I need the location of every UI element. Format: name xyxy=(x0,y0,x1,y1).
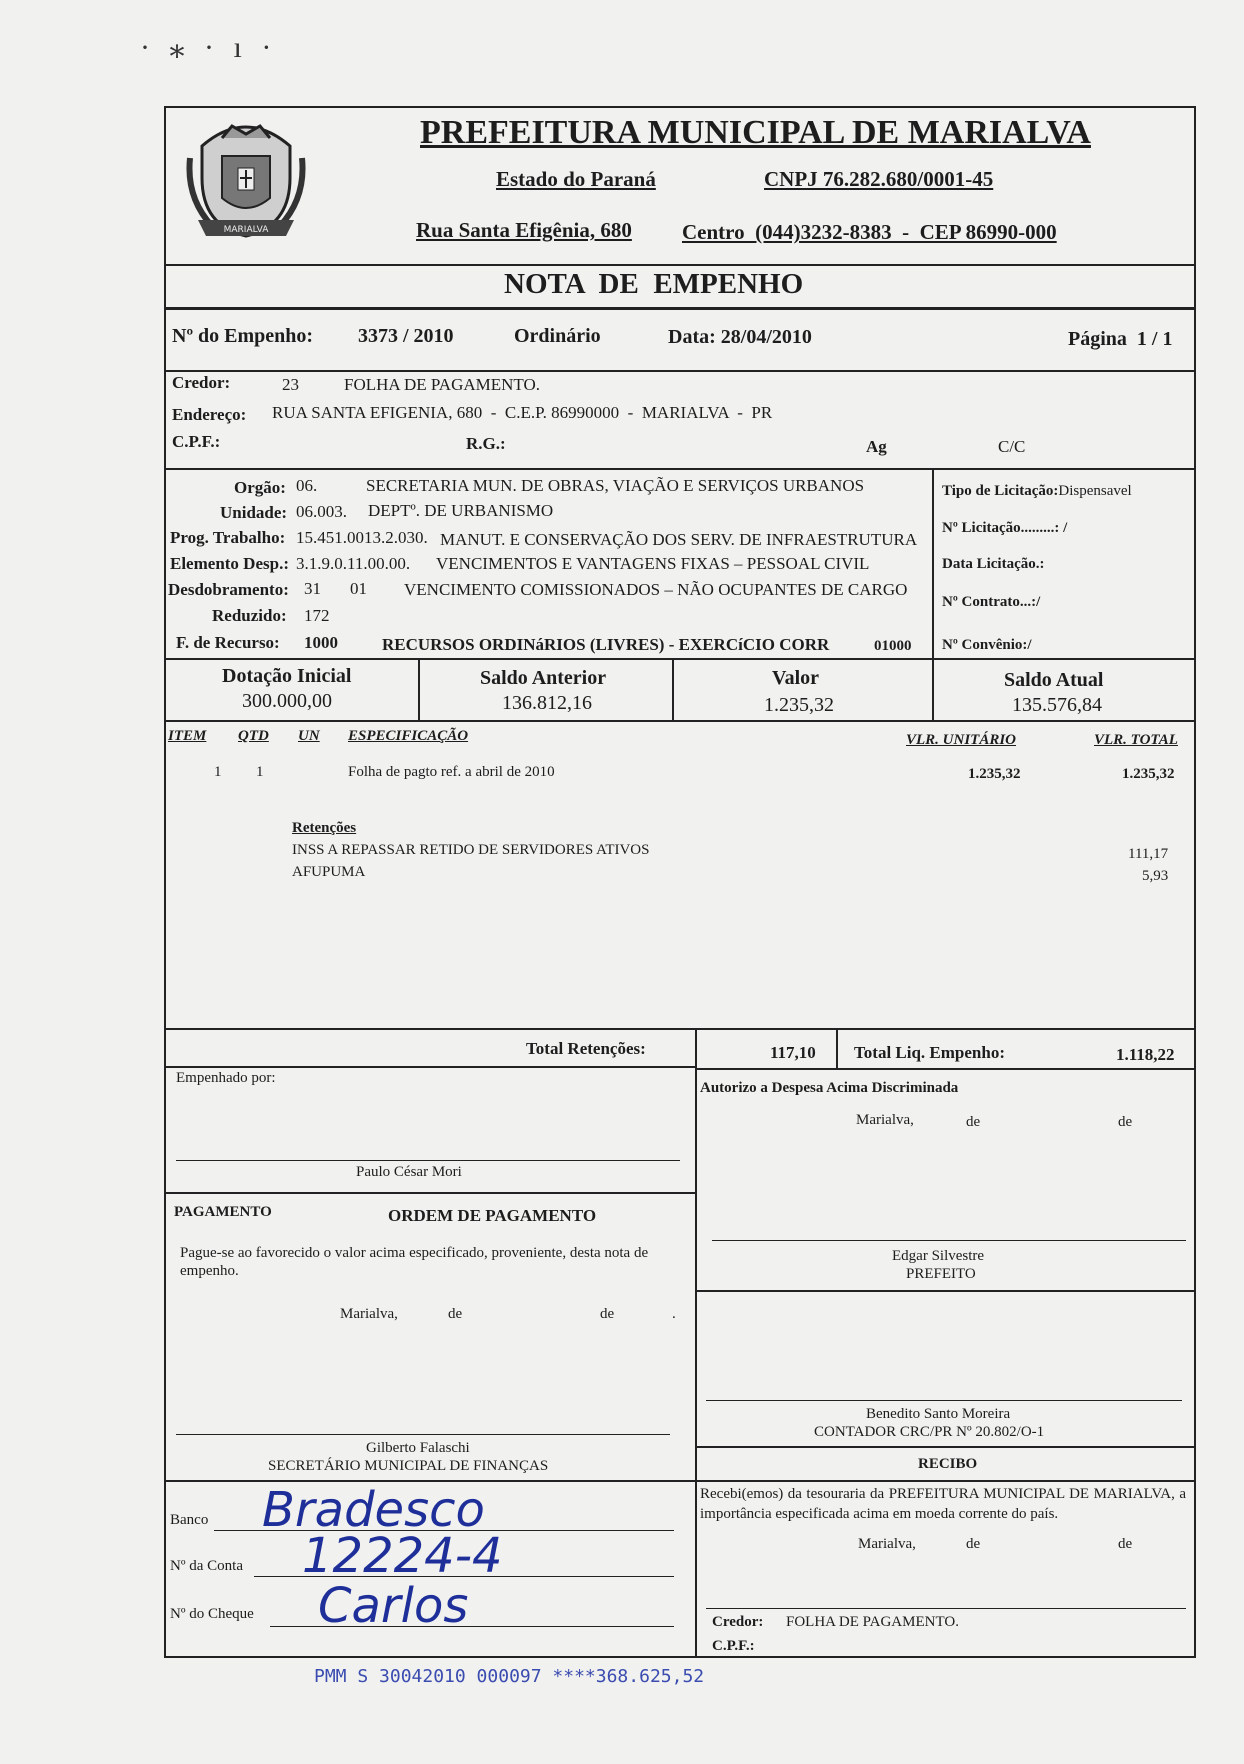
credor-label: Credor: xyxy=(172,373,231,392)
unidade-code: 06.003. xyxy=(296,502,347,521)
recibo-de-1: de xyxy=(966,1536,981,1552)
conta-label: Nº da Conta xyxy=(170,1558,243,1574)
signer-financas-name: Gilberto Falaschi xyxy=(366,1440,470,1456)
banco-label: Banco xyxy=(170,1512,209,1528)
valor-value: 1.235,32 xyxy=(764,694,834,716)
recibo-cpf-label: C.P.F.: xyxy=(712,1638,755,1654)
cnpj-label: CNPJ 76.282.680/0001-45 xyxy=(764,167,994,191)
autorizo-place: Marialva, xyxy=(856,1112,914,1128)
recibo-text: Recebi(emos) da tesouraria da PREFEITURA MUNICIPAL DE MARIALVA, a importância especificada acima em moeda corrente do país. xyxy=(700,1486,1186,1522)
crest-text: MARIALVA xyxy=(223,225,269,235)
document-title: NOTA DE EMPENHO xyxy=(504,268,804,300)
payment-de-1: de xyxy=(448,1306,463,1322)
saldo-atual-value: 135.576,84 xyxy=(1012,694,1102,716)
saldo-anterior-value: 136.812,16 xyxy=(502,692,592,714)
unidade-name: DEPTº. DE URBANISMO xyxy=(368,501,554,520)
recurso-label: F. de Recurso: xyxy=(176,633,280,652)
recurso-code: 1000 xyxy=(304,633,338,652)
prog-code: 15.451.0013.2.030. xyxy=(296,528,428,547)
item-desc: Folha de pagto ref. a abril de 2010 xyxy=(348,764,555,780)
desdobramento-code1: 31 xyxy=(304,579,321,598)
orgao-label: Orgão: xyxy=(234,478,286,497)
elemento-code: 3.1.9.0.11.00.00. xyxy=(296,554,411,573)
desdobramento-label: Desdobramento: xyxy=(168,580,289,599)
recibo-place: Marialva, xyxy=(858,1536,916,1552)
ordem-pagamento-label: ORDEM DE PAGAMENTO xyxy=(388,1206,597,1225)
state-label: Estado do Paraná xyxy=(496,167,656,191)
desdobramento-code2: 01 xyxy=(350,579,367,598)
total-retencoes-value: 117,10 xyxy=(770,1043,816,1062)
pagamento-label: PAGAMENTO xyxy=(174,1204,272,1220)
total-liquido-value: 1.118,22 xyxy=(1116,1045,1175,1064)
page-title: PREFEITURA MUNICIPAL DE MARIALVA xyxy=(420,114,1091,151)
prog-label: Prog. Trabalho: xyxy=(170,528,286,547)
empenho-label: Nº do Empenho: xyxy=(172,325,314,347)
credor-name: FOLHA DE PAGAMENTO. xyxy=(344,375,540,394)
recurso-code2: 01000 xyxy=(874,638,912,654)
signer-financas-role: SECRETÁRIO MUNICIPAL DE FINANÇAS xyxy=(268,1458,549,1474)
saldo-atual-label: Saldo Atual xyxy=(1004,669,1104,691)
elemento-label: Elemento Desp.: xyxy=(170,554,289,573)
recibo-title: RECIBO xyxy=(918,1456,978,1472)
saldo-anterior-label: Saldo Anterior xyxy=(480,667,607,689)
empenho-number: 3373 / 2010 xyxy=(358,325,454,347)
desdobramento-name: VENCIMENTO COMISSIONADOS – NÃO OCUPANTES DE CARGO xyxy=(404,580,908,599)
unidade-label: Unidade: xyxy=(220,503,288,522)
cpf-label: C.P.F.: xyxy=(172,432,221,451)
conta-handwriting: 12224-4 xyxy=(302,1528,503,1584)
col-vlr-total: VLR. TOTAL xyxy=(1094,732,1178,748)
autorizo-label: Autorizo a Despesa Acima Discriminada xyxy=(700,1080,959,1096)
licitacao-type-value: Dispensavel xyxy=(1058,483,1132,499)
contador-name: Benedito Santo Moreira xyxy=(866,1406,1011,1422)
address-label: Centro (044)3232-8383 - CEP 86990-000 xyxy=(682,220,1057,244)
licitacao-date: Data Licitação.: xyxy=(942,556,1045,572)
dotacao-label: Dotação Inicial xyxy=(222,665,352,687)
payment-date-end: . xyxy=(672,1306,676,1322)
contador-role: CONTADOR CRC/PR Nº 20.802/O-1 xyxy=(814,1424,1045,1440)
orgao-name: SECRETARIA MUN. DE OBRAS, VIAÇÃO E SERVIÇOS URBANOS xyxy=(366,476,865,495)
credor-code: 23 xyxy=(282,375,299,394)
empenhado-por-label: Empenhado por: xyxy=(176,1070,276,1086)
col-un: UN xyxy=(298,728,320,744)
item-qtd: 1 xyxy=(256,764,264,780)
scan-marks: · ⁎ · ı · xyxy=(140,31,278,64)
rg-label: R.G.: xyxy=(466,434,506,453)
credor-address: RUA SANTA EFIGENIA, 680 - C.E.P. 86990000 - MARIALVA - PR xyxy=(272,403,773,422)
banco-handwriting: Bradesco xyxy=(262,1482,485,1538)
col-qtd: QTD xyxy=(238,728,269,744)
contrato-number: Nº Contrato...:/ xyxy=(942,594,1041,610)
valor-label: Valor xyxy=(772,667,820,689)
orgao-code: 06. xyxy=(296,476,318,495)
ag-label: Ag xyxy=(866,437,887,456)
item-total: 1.235,32 xyxy=(1122,766,1175,782)
autorizo-de-2: de xyxy=(1118,1114,1133,1130)
pague-text: Pague-se ao favorecido o valor acima especificado, proveniente, desta nota de empenho. xyxy=(180,1245,649,1279)
reduzido-label: Reduzido: xyxy=(212,606,287,625)
licitacao-type-label: Tipo de Licitação:Dispensavel xyxy=(942,483,1132,499)
autorizo-de-1: de xyxy=(966,1114,981,1130)
cheque-handwriting: Carlos xyxy=(318,1578,469,1634)
item-number: 1 xyxy=(214,764,222,780)
retencao-value-2: 5,93 xyxy=(1142,868,1169,884)
retencoes-title: Retenções xyxy=(292,820,357,836)
prog-name: MANUT. E CONSERVAÇÃO DOS SERV. DE INFRAESTRUTURA xyxy=(440,530,918,549)
convenio-number: Nº Convênio:/ xyxy=(942,637,1032,653)
retencao-desc-2: AFUPUMA xyxy=(292,864,366,880)
recibo-de-2: de xyxy=(1118,1536,1133,1552)
total-liquido-label: Total Liq. Empenho: xyxy=(854,1043,1005,1062)
signer-empenho: Paulo César Mori xyxy=(356,1164,462,1180)
empenho-type: Ordinário xyxy=(514,325,601,347)
dotacao-value: 300.000,00 xyxy=(242,690,332,712)
item-unit: 1.235,32 xyxy=(968,766,1021,782)
recibo-credor-value: FOLHA DE PAGAMENTO. xyxy=(786,1614,959,1630)
recurso-name: RECURSOS ORDINáRIOS (LIVRES) - EXERCíCIO CORR xyxy=(382,635,830,654)
total-retencoes-label: Total Retenções: xyxy=(526,1039,646,1058)
recibo-credor-label: Credor: xyxy=(712,1614,764,1630)
retencao-value-1: 111,17 xyxy=(1128,846,1169,862)
page-number: Página 1 / 1 xyxy=(1068,328,1173,350)
prefeito-name: Edgar Silvestre xyxy=(892,1248,985,1264)
reduzido-value: 172 xyxy=(304,606,330,625)
retencao-desc-1: INSS A REPASSAR RETIDO DE SERVIDORES ATIVOS xyxy=(292,842,650,858)
col-item: ITEM xyxy=(168,728,207,744)
col-vlr-unit: VLR. UNITÁRIO xyxy=(906,732,1017,748)
empenho-date: Data: 28/04/2010 xyxy=(668,326,812,348)
licitacao-number: Nº Licitação.........: / xyxy=(942,520,1068,536)
payment-place: Marialva, xyxy=(340,1306,398,1322)
cc-label: C/C xyxy=(998,437,1026,456)
payment-de-2: de xyxy=(600,1306,615,1322)
payment-stamp: PMM S 30042010 000097 ****368.625,52 xyxy=(314,1666,705,1687)
cheque-label: Nº do Cheque xyxy=(170,1606,254,1622)
street-label: Rua Santa Efigênia, 680 xyxy=(416,218,632,242)
elemento-name: VENCIMENTOS E VANTAGENS FIXAS – PESSOAL CIVIL xyxy=(436,554,870,573)
municipal-crest-icon xyxy=(182,108,310,248)
col-espec: ESPECIFICAÇÃO xyxy=(348,728,469,744)
address-field-label: Endereço: xyxy=(172,405,247,424)
prefeito-role: PREFEITO xyxy=(906,1266,976,1282)
